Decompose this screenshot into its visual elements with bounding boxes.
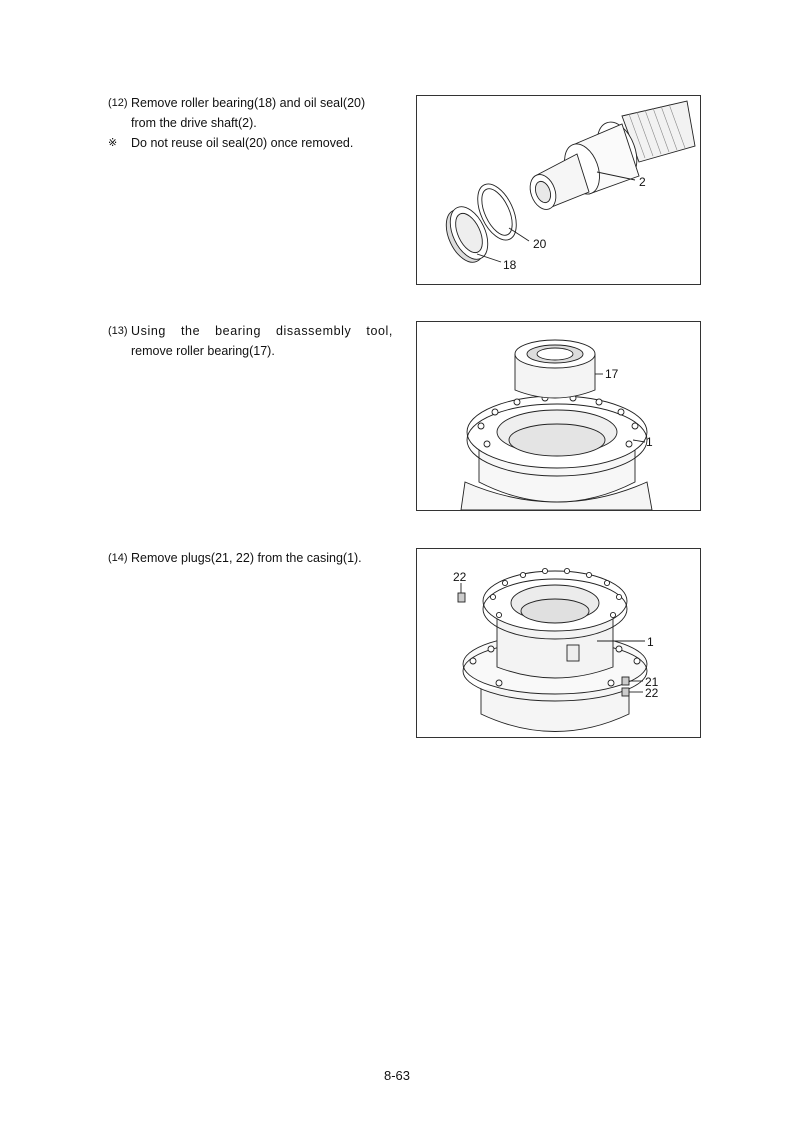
figure-drive-shaft: [416, 95, 701, 285]
step-text: Using the bearing disassembly tool,: [131, 324, 393, 338]
part-label-22-bottom: 22: [645, 686, 659, 700]
step-text: Remove roller bearing(18) and oil seal(20): [131, 96, 366, 110]
step-number: (14): [108, 552, 128, 564]
page-number: 8-63: [383, 1068, 411, 1083]
casing-plugs-illustration: [417, 549, 700, 737]
figure-casing-bearing: [416, 321, 701, 511]
step-text-continued: remove roller bearing(17).: [131, 344, 275, 358]
figure-casing-plugs: [416, 548, 701, 738]
caution-note: Do not reuse oil seal(20) once removed.: [131, 136, 354, 150]
part-label-20: 20: [533, 237, 547, 251]
part-label-1: 1: [646, 435, 653, 449]
part-label-22-top: 22: [453, 570, 467, 584]
step-text: Remove plugs(21, 22) from the casing(1).: [131, 551, 362, 565]
step-number: (12): [108, 97, 128, 109]
note-mark: ※: [108, 137, 118, 149]
part-label-21: 21: [645, 675, 659, 689]
drive-shaft-illustration: [417, 96, 700, 284]
step-14: [108, 548, 393, 568]
step-13: [108, 321, 393, 361]
step-text-continued: from the drive shaft(2).: [131, 116, 257, 130]
part-label-18: 18: [503, 258, 517, 272]
step-12: [108, 93, 393, 153]
step-number: (13): [108, 325, 128, 337]
part-label-1: 1: [647, 635, 654, 649]
part-label-17: 17: [605, 367, 619, 381]
part-label-2: 2: [639, 175, 646, 189]
casing-bearing-illustration: [417, 322, 700, 510]
